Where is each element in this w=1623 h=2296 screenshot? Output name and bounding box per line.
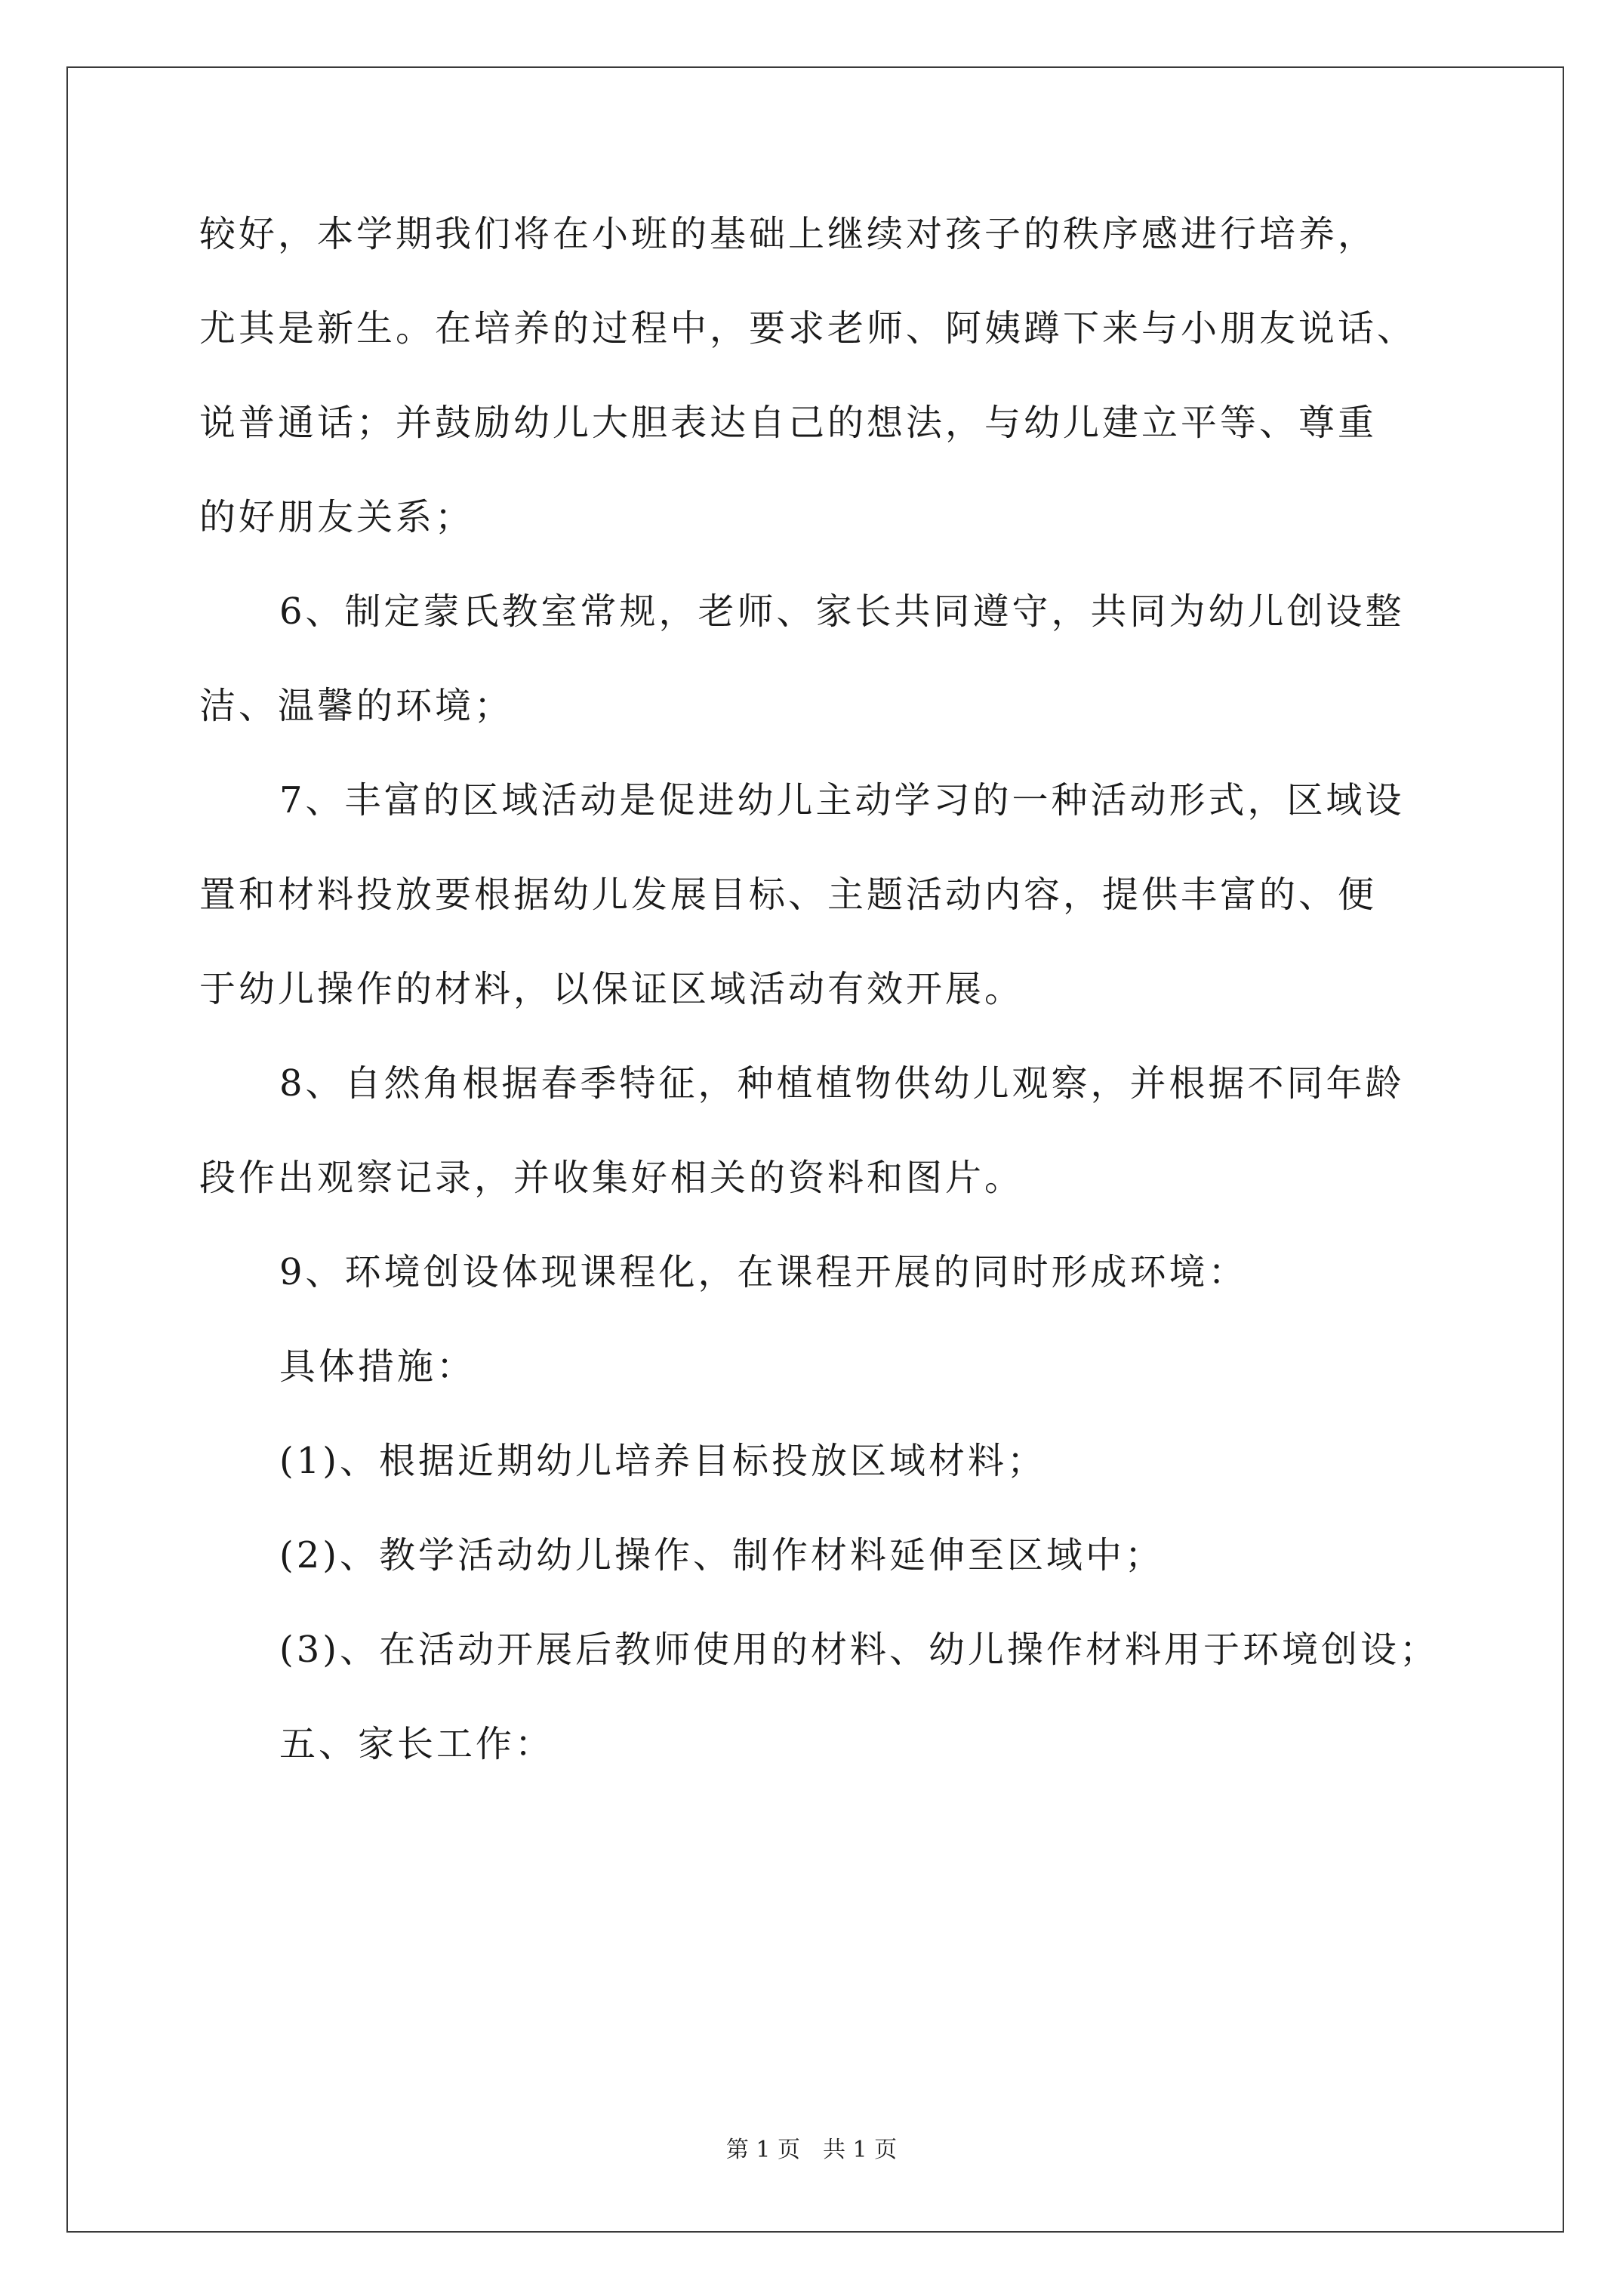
measure-item-2: (2)、教学活动幼儿操作、制作材料延伸至区域中； (279, 1534, 1164, 1576)
text-line: 的好朋友关系； (199, 496, 475, 538)
text-line: 说普通话；并鼓励幼儿大胆表达自己的想法，与幼儿建立平等、尊重 (199, 402, 1378, 444)
text-line: 较好，本学期我们将在小班的基础上继续对孩子的秩序感进行培养， (199, 213, 1378, 255)
page-border (66, 66, 1564, 2233)
section-heading-parent-work: 五、家长工作： (279, 1723, 555, 1765)
text-line: 洁、温馨的环境； (199, 685, 514, 727)
text-line: 置和材料投放要根据幼儿发展目标、主题活动内容，提供丰富的、便 (199, 874, 1378, 916)
measure-item-3: (3)、在活动开展后教师使用的材料、幼儿操作材料用于环境创设； (279, 1629, 1439, 1671)
text-line: 尤其是新生。在培养的过程中，要求老师、阿姨蹲下来与小朋友说话、 (199, 307, 1417, 350)
measure-item-1: (1)、根据近期幼儿培养目标投放区域材料； (279, 1440, 1046, 1482)
paragraph-item-6: 6、制定蒙氏教室常规，老师、家长共同遵守，共同为幼儿创设整 (279, 590, 1405, 633)
measures-heading: 具体措施： (279, 1345, 476, 1388)
text-line: 段作出观察记录，并收集好相关的资料和图片。 (199, 1157, 1024, 1199)
paragraph-item-9: 9、环境创设体现课程化，在课程开展的同时形成环境： (279, 1251, 1248, 1293)
page-number: 第 1 页 共 1 页 (725, 2137, 898, 2163)
paragraph-item-7: 7、丰富的区域活动是促进幼儿主动学习的一种活动形式，区域设 (279, 779, 1405, 821)
text-line: 于幼儿操作的材料，以保证区域活动有效开展。 (199, 968, 1024, 1010)
paragraph-item-8: 8、自然角根据春季特征，种植植物供幼儿观察，并根据不同年龄 (279, 1062, 1405, 1105)
